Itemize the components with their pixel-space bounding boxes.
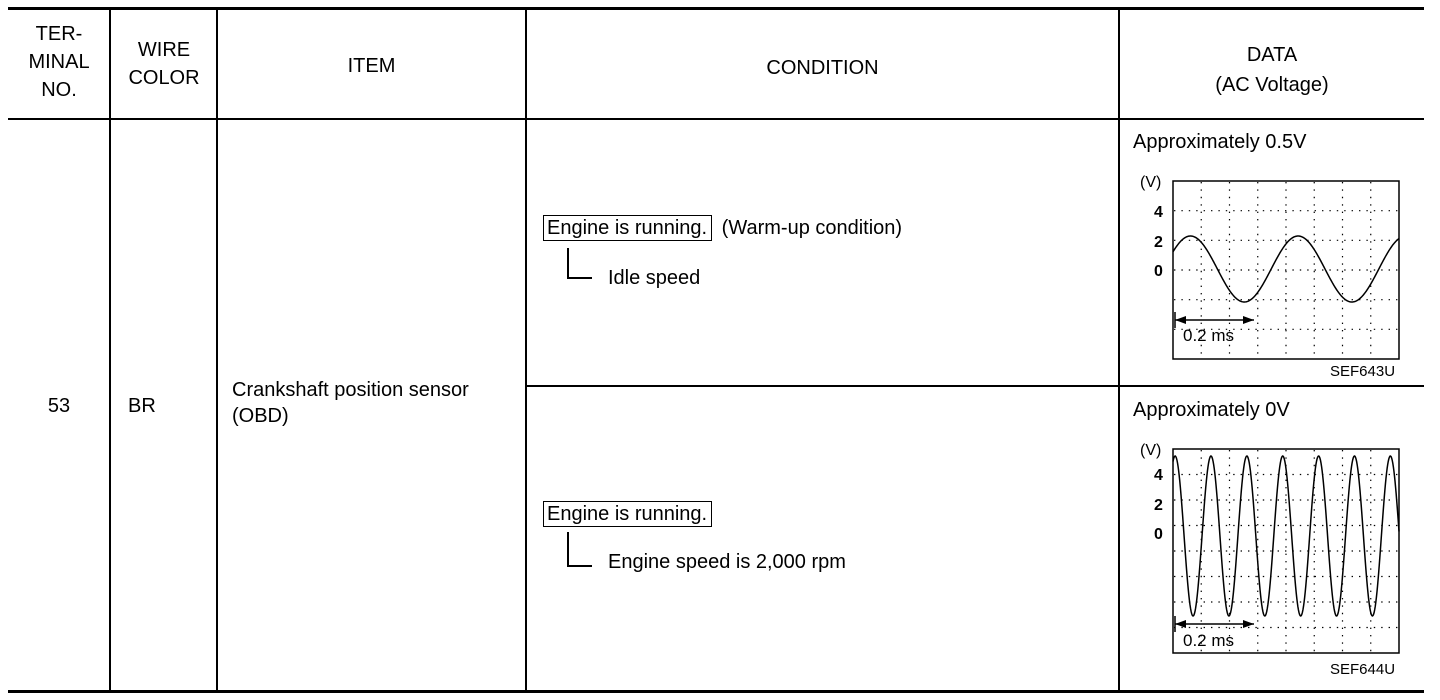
item-line-1: Crankshaft position sensor <box>232 379 469 401</box>
condition-1-main <box>543 216 902 240</box>
header-terminal-line-1: TER- <box>35 23 83 45</box>
header-terminal-line-3: NO. <box>41 79 77 101</box>
wire-color: BR <box>128 395 156 417</box>
scope-2-tick-2: 2 <box>1154 497 1163 514</box>
condition-2-boxed-text: Engine is running. <box>543 501 712 527</box>
scope-2-unit: (V) <box>1140 442 1162 459</box>
condition-1-sub: Idle speed <box>608 267 701 289</box>
scope-2-waveform <box>1172 448 1400 654</box>
scope-2-tick-0: 0 <box>1154 526 1163 543</box>
condition-2-bracket-icon <box>560 528 600 574</box>
col-divider-2 <box>216 8 218 691</box>
data-2-label: Approximately 0V <box>1133 399 1290 421</box>
header-item: ITEM <box>347 55 396 77</box>
col-divider-1 <box>109 8 111 691</box>
scope-2-tick-4: 4 <box>1154 467 1163 484</box>
condition-2-main <box>543 502 712 526</box>
scope-2-time-label: 0.2 ms <box>1183 631 1235 650</box>
terminal-number: 53 <box>47 395 71 417</box>
table-bottom-rule <box>8 690 1424 693</box>
table-top-rule <box>8 7 1424 10</box>
scope-2-figure-code: SEF644U <box>1330 661 1396 678</box>
condition-2-sub: Engine speed is 2,000 rpm <box>608 551 846 573</box>
condition-1-extra: (Warm-up condition) <box>721 217 903 239</box>
data-1-label: Approximately 0.5V <box>1133 131 1307 153</box>
scope-1-tick-4: 4 <box>1154 204 1163 221</box>
header-data-line-2: (AC Voltage) <box>1215 74 1329 96</box>
col-divider-4 <box>1118 8 1120 691</box>
condition-1-boxed-text: Engine is running. <box>543 215 712 241</box>
header-data-line-1: DATA <box>1246 44 1298 66</box>
scope-1-trace <box>1173 236 1399 302</box>
header-wire-line-2: COLOR <box>128 67 200 89</box>
row-divider-rule <box>526 385 1424 387</box>
scope-1-time-label: 0.2 ms <box>1183 326 1235 345</box>
condition-1-bracket-icon <box>560 244 600 284</box>
scope-1-tick-0: 0 <box>1154 263 1163 280</box>
scope-2-time-arrow-icon <box>1175 616 1254 632</box>
item-line-2: (OBD) <box>232 405 289 427</box>
scope-1-figure-code: SEF643U <box>1330 363 1396 380</box>
header-terminal-no <box>10 20 108 104</box>
header-data <box>1120 40 1424 100</box>
header-wire-line-1: WIRE <box>137 39 191 61</box>
item-description <box>232 377 469 429</box>
header-wire-color <box>112 36 216 92</box>
header-terminal-line-2: MINAL <box>28 51 90 73</box>
scope-1-tick-2: 2 <box>1154 234 1163 251</box>
header-condition: CONDITION <box>766 57 879 79</box>
scope-1-unit: (V) <box>1140 174 1162 191</box>
header-bottom-rule <box>8 118 1424 120</box>
col-divider-3 <box>525 8 527 691</box>
